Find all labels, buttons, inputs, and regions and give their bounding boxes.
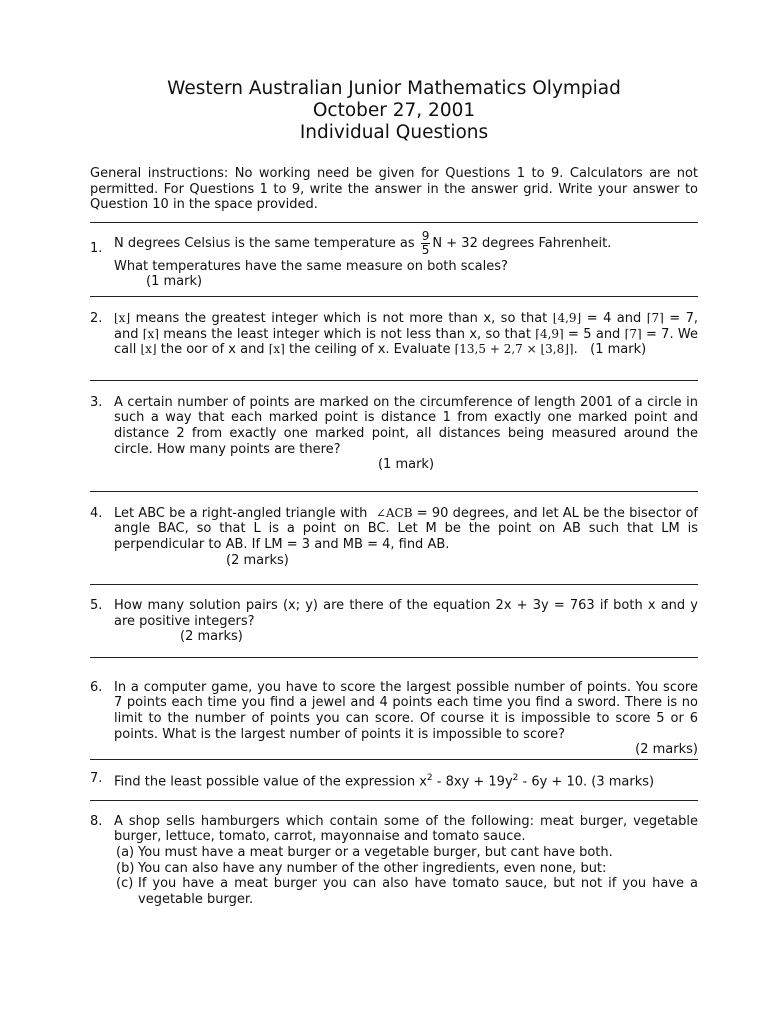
list-item-text: If you have a meat burger you can also have tomato sauce, but not if you have a vegetable burger.	[138, 876, 698, 907]
marks-label: (2 marks)	[226, 552, 289, 568]
divider	[90, 759, 698, 760]
document-date: October 27, 2001	[312, 100, 476, 121]
question-body	[114, 598, 698, 645]
question-text: = 90 degrees, and let AL be the bisector of angle BAC, so that L is a point on BC. Let M be the point on AB such that LM is perpendicular to AB. If LM = 3 and MB = 4, find AB.	[114, 505, 698, 552]
question-text: What temperatures have the same measure on both scales?	[114, 258, 508, 274]
question-text: A certain number of points are marked on the circumference of length 2001 of a circle in such a way that each marked point is distance 1 from exactly one marked point and distance 2 from exactly one marked point, all distances being measured around the circle. How many points are there?	[114, 394, 698, 457]
question-body	[114, 771, 698, 790]
list-item	[114, 861, 698, 877]
list-item-text: You must have a meat burger or a vegetable burger, but cant have both.	[138, 844, 613, 860]
question-1	[90, 229, 698, 290]
question-text: - 6y + 10. (3 marks)	[522, 774, 655, 790]
divider	[90, 222, 698, 223]
question-2	[90, 311, 698, 358]
angle-notation: ∠ACB	[375, 505, 413, 520]
ceiling-notation: ⌈x⌉	[142, 326, 159, 341]
divider	[90, 657, 698, 658]
question-body	[114, 680, 698, 758]
question-line	[114, 229, 698, 259]
question-text: In a computer game, you have to score the largest possible number of points. You score 7 points each time you find a jewel and 4 points each time you find a sword. There is no limit to the number of points you can score. Of course it is impossible to score 5 or 6 points. What is the largest number of points it is impossible to score?	[114, 679, 698, 742]
marks-label: (2 marks)	[180, 629, 243, 645]
divider	[90, 380, 698, 381]
question-number: 8.	[90, 813, 103, 829]
question-number: 1.	[90, 240, 103, 256]
question-body	[114, 229, 698, 290]
question-number: 4.	[90, 505, 103, 521]
divider	[90, 584, 698, 585]
question-7	[90, 771, 698, 790]
title-block	[90, 78, 698, 144]
list-item-label: (c)	[116, 876, 134, 892]
question-text: N degrees Celsius is the same temperature as	[114, 235, 415, 251]
question-text: .	[573, 342, 578, 358]
math-expression: ⌈13,5 + 2,7 × ⌊3,8⌋⌉	[454, 342, 574, 357]
question-body	[114, 311, 698, 358]
question-text: = 4 and	[586, 310, 642, 326]
question-number: 5.	[90, 598, 103, 614]
ceiling-notation: ⌈x⌉	[268, 342, 285, 357]
list-item-text: You can also have any number of the other ingredients, even none, but:	[138, 860, 607, 876]
marks-label: (1 mark)	[590, 342, 647, 358]
marks-label: (1 mark)	[146, 274, 203, 290]
question-8	[90, 814, 698, 908]
list-item-label: (b)	[116, 860, 135, 876]
fraction-numerator: 9	[421, 228, 430, 243]
question-text: = 5 and	[568, 326, 621, 342]
ceiling-notation: ⌈7⌉	[646, 310, 664, 325]
question-number: 2.	[90, 310, 103, 326]
fraction-denominator: 5	[421, 242, 430, 257]
list-item	[114, 876, 698, 907]
document-subtitle: Individual Questions	[299, 122, 489, 143]
question-text: N + 32 degrees Fahrenheit.	[432, 235, 612, 251]
question-3	[90, 395, 698, 473]
question-text: = 7. We call	[114, 326, 698, 358]
question-6	[90, 680, 698, 758]
question-text: the ceiling of x. Evaluate	[288, 342, 451, 358]
marks-label: (1 mark)	[377, 457, 435, 473]
question-text: the oor of x and	[160, 342, 265, 358]
superscript: 2	[426, 772, 433, 783]
divider	[90, 296, 698, 297]
document-title: Western Australian Junior Mathematics Olympiad	[167, 78, 621, 99]
general-instructions: General instructions: No working need be given for Questions 1 to 9. Calculators are not permitted. For Questions 1 to 9, write the answer in the answer grid. Write your answer to Question 10 in the space provided.	[90, 166, 698, 213]
ceiling-notation: ⌈4,9⌉	[535, 326, 564, 341]
floor-notation: ⌊4,9⌋	[552, 310, 582, 325]
superscript: 2	[512, 772, 519, 783]
question-number: 7.	[90, 770, 103, 786]
fraction-9-5	[421, 230, 431, 257]
question-body	[114, 506, 698, 568]
question-number: 6.	[90, 679, 103, 695]
divider	[90, 491, 698, 492]
question-text: - 8xy + 19y	[436, 774, 513, 790]
question-text: A shop sells hamburgers which contain some of the following: meat burger, vegetable burger, lettuce, tomato, carrot, mayonnaise and tomato sauce.	[114, 813, 698, 845]
question-text: means the least integer which is not less than x, so that	[163, 326, 531, 342]
ceiling-notation: ⌈7⌉	[624, 326, 642, 341]
marks-label: (2 marks)	[635, 742, 698, 758]
divider	[90, 800, 698, 801]
question-text: = 7, and	[114, 310, 699, 342]
document-page	[90, 0, 698, 907]
question-body	[114, 395, 698, 473]
question-number: 3.	[90, 394, 103, 410]
question-5	[90, 598, 698, 645]
list-item	[114, 845, 698, 861]
question-text: Find the least possible value of the expression x	[114, 774, 427, 790]
question-body	[114, 814, 698, 908]
list-item-label: (a)	[116, 844, 135, 860]
floor-notation: ⌊x⌋	[114, 310, 131, 325]
question-4	[90, 506, 698, 568]
question-text: Let ABC be a right-angled triangle with	[114, 505, 368, 521]
floor-notation: ⌊x⌋	[140, 342, 157, 357]
question-text: How many solution pairs (x; y) are there of the equation 2x + 3y = 763 if both x and y are positive integers?	[114, 598, 698, 629]
question-text: means the greatest integer which is not more than x, so that	[135, 310, 548, 326]
